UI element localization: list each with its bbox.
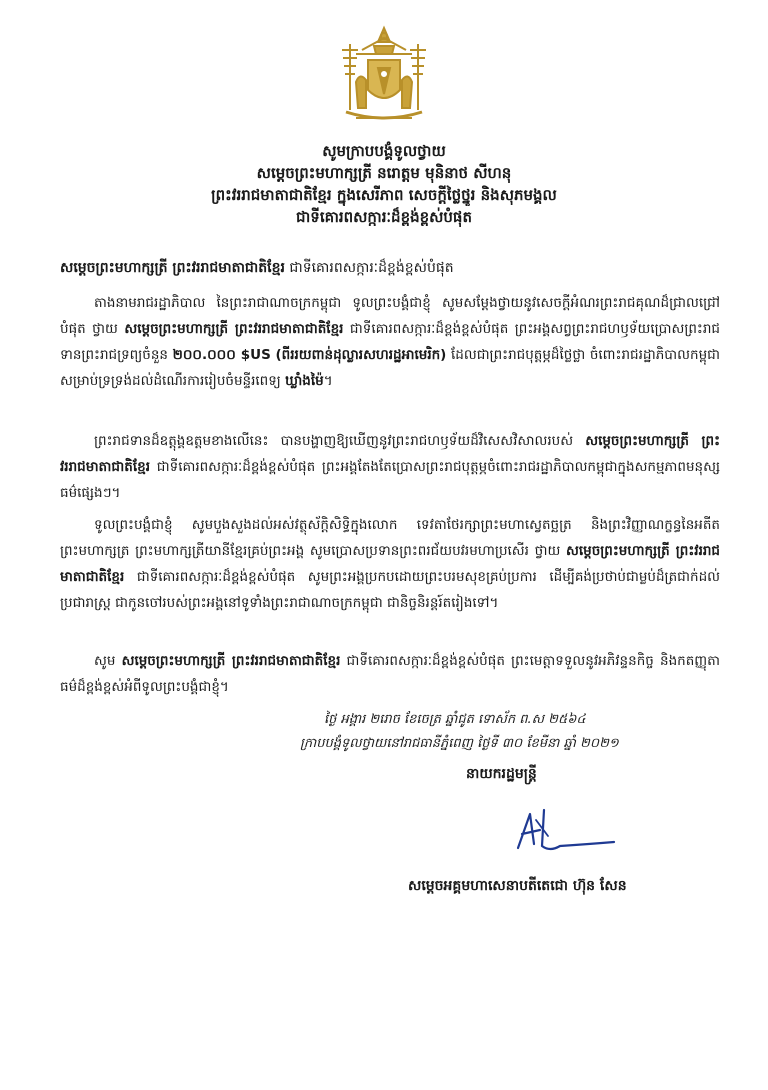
header-line-3: ព្រះវររាជមាតាជាតិខ្មែរ ក្នុងសេរីភាព សេចក្តីថ្លៃថ្នូរ និងសុភមង្គល [211,186,557,204]
p3-text-a: ទូលព្រះបង្គំជាខ្ញុំ សូមបួងសួងដល់អស់វត្ថុស័ក្តិសិទ្ធិក្នុងលោក ទេវតាថែរក្សាព្រះមហាស្វេតច្ឆត្រ និងព្រះវិញ្ញាណក្ខន្ធនៃអតីតព្រះមហាក្សត្រ ព្រះមហាក្សត្រីយានីខ្មែរគ្រប់ព្រះអង្គ សូមប្រោសប្រទានព្រះពរជ័យបវរមហាប្រសើរ ថ្វាយ [60,517,720,559]
p1-text-c: ជាទីគោរពសក្ការៈដ៏ខ្ពង់ខ្ពស់បំផុត ព្រះអង្គសព្វព្រះរាជហឫទ័យប្រោសព្រះរាជទានព្រះរាជទ្រព្យចំនួន [60,321,721,363]
date-block [300,708,700,756]
p1-text-g: ដែលជាព្រះរាជបុត្តម្ភដ៏ថ្លៃថ្លា ចំពោះរាជរដ្ឋាភិបាលកម្ពុជា សម្រាប់ទ្រទ្រង់ដល់ដំណើរការរៀបចំមន្ទីរពេទ្យ [60,347,721,389]
header-line-1: សូមក្រាបបង្គំទូលថ្វាយ [322,142,446,160]
paragraph-4 [60,648,720,700]
solar-date: ក្រាបបង្គំទូលថ្វាយនៅរាជធានីភ្នំពេញ ថ្ងៃទី ៣០ ខែមីនា ឆ្នាំ ២០២១ [300,736,619,751]
p4-honorific: សម្តេចព្រះមហាក្សត្រី ព្រះវររាជមាតាជាតិខ្មែរ [121,653,341,669]
signer-title: នាយករដ្ឋមន្ត្រី [466,766,537,782]
header-line-4: ជាទីគោរពសក្ការៈដ៏ខ្ពង់ខ្ពស់បំផុត [296,208,472,226]
lunar-date: ថ្ងៃ អង្គារ ២រោច ខែចេត្រ ឆ្នាំជូត ទោស័ក ព.ស ២៥៦៤ [324,712,586,727]
p4-text-a: សូម [94,653,122,669]
p2-text-a: ព្រះរាជទានដ៏ឧត្តុង្គឧត្តមខាងលើនេះ បានបង្ហាញឱ្យឃើញនូវព្រះរាជហឫទ័យដ៏វិសេសវិសាលរបស់ [94,433,586,449]
signer-name: សម្តេចអគ្គមហាសេនាបតីតេជោ ហ៊ុន សែន [408,878,627,894]
paragraph-2 [60,428,720,506]
p1-text-a: តាងនាមរាជរដ្ឋាភិបាល នៃព្រះរាជាណាចក្រកម្ពុជា ទូលព្រះបង្គំជាខ្ញុំ សូមសម្តែងថ្វាយនូវសេចក្តីអំណរព្រះរាជគុណដ៏ជ្រាលជ្រៅបំផុត ថ្វាយ [60,295,720,337]
p3-honorific: សម្តេចព្រះមហាក្សត្រី ព្រះវររាជមាតាជាតិខ្មែរ [60,543,720,585]
p2-honorific: សម្តេចព្រះមហាក្សត្រី ព្រះវររាជមាតាជាតិខ្មែរ [60,433,720,475]
paragraph-3 [60,512,720,616]
salutation-rest: ជាទីគោរពសក្ការៈដ៏ខ្ពង់ខ្ពស់បំផុត [284,260,454,276]
p2-text-c: ជាទីគោរពសក្ការៈដ៏ខ្ពង់ខ្ពស់បំផុត ព្រះអង្គតែងតែប្រោសព្រះរាជបុត្តម្ភចំពោះរាជរដ្ឋាភិបាលកម្ពុជាក្នុងសកម្មភាពមនុស្សធម៌ផ្សេងៗ។ [60,459,720,501]
salutation-honorific: សម្តេចព្រះមហាក្សត្រី ព្រះវររាជមាតាជាតិខ្មែរ [60,260,285,276]
p1-hospital-name: ឃ្លាំងម៉ៃ [285,373,324,389]
paragraph-1 [60,290,720,394]
p1-honorific: សម្តេចព្រះមហាក្សត្រី ព្រះវររាជមាតាជាតិខ្មែរ [124,321,344,337]
p1-amount-words: (ពីររយពាន់ដុល្លារសហរដ្ឋអាមេរិក) [275,347,447,363]
p1-amount: ២០០.០០០ $US [172,347,271,363]
p4-text-c: ជាទីគោរពសក្ការៈដ៏ខ្ពង់ខ្ពស់បំផុត ព្រះមេត្តាទទួលនូវអភិវន្ទនកិច្ច និងកតញ្ញុតាធម៌ដ៏ខ្ពង់ខ្ពស់អំពីទូលព្រះបង្គំជាខ្ញុំ។ [60,653,720,695]
salutation [60,258,720,278]
royal-coat-of-arms-icon [326,24,442,132]
header-line-2: សម្តេចព្រះមហាក្សត្រី នរោត្តម មុនិនាថ សីហនុ [256,164,512,182]
handwritten-signature [500,800,620,860]
p1-text-i: ។ [323,373,333,389]
p3-text-c: ជាទីគោរពសក្ការៈដ៏ខ្ពង់ខ្ពស់បំផុត សូមព្រះអង្គប្រកបដោយព្រះបរមសុខគ្រប់ប្រការ ដើម្បីគង់ប្រថាប់ជាម្លប់ដ៏ត្រជាក់ដល់ប្រជារាស្ត្រ ជាកូនចៅរបស់ព្រះអង្គនៅទូទាំងព្រះរាជាណាចក្រកម្ពុជា ជានិច្ចនិរន្តរ៍តរៀងទៅ។ [60,569,720,611]
address-header [60,140,708,228]
